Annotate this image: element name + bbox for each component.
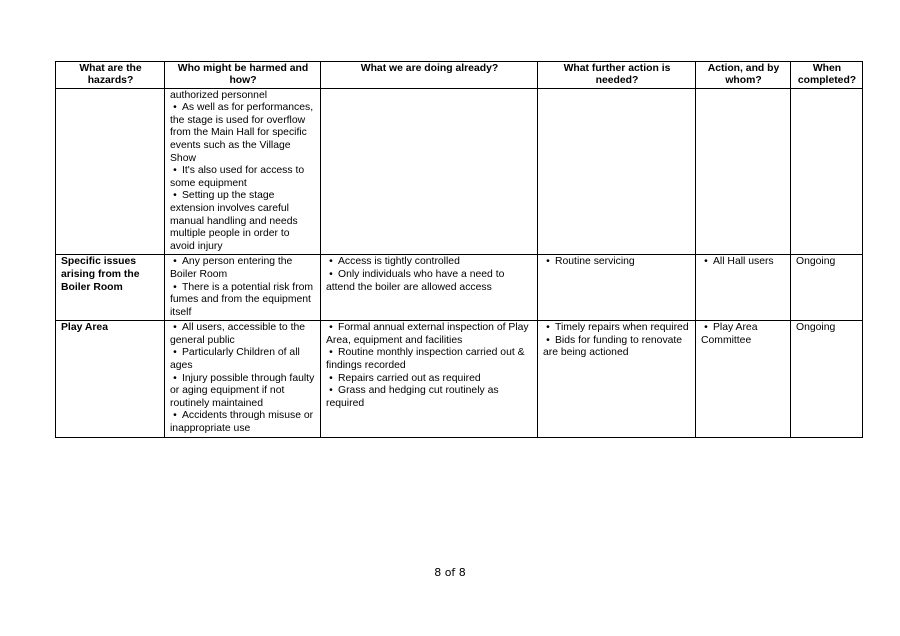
bullet-icon: • (173, 322, 177, 334)
list-item-text: As well as for performances, the stage is used for overflow from the Main Hall for specific events such as the Village Show (170, 102, 314, 164)
header-who-harmed: Who might be harmed and how? (165, 62, 321, 89)
further-list (543, 322, 691, 360)
list-item-text: Accidents through misuse or inappropriate use (170, 410, 314, 435)
doing-cell (321, 88, 538, 255)
bullet-icon: • (329, 372, 333, 384)
harmed-list (170, 322, 316, 435)
harmed-list (170, 256, 316, 319)
list-item-text: Routine servicing (555, 256, 635, 268)
list-item-text: There is a potential risk from fumes and from the equipment itself (170, 281, 314, 318)
page-number: 8 of 8 (434, 566, 466, 579)
list-item-text: Grass and hedging cut routinely as required (326, 385, 499, 409)
list-item-text: Injury possible through faulty or aging equipment if not routinely maintained (170, 372, 315, 409)
bullet-icon: • (173, 102, 177, 114)
action-cell (696, 321, 791, 437)
list-item-text: Timely repairs when required (555, 322, 689, 334)
list-item-text: All users, accessible to the general public (170, 322, 306, 346)
list-item (170, 190, 316, 253)
list-item (543, 335, 691, 360)
list-item-text: Particularly Children of all ages (170, 347, 300, 372)
header-when-completed: When completed? (791, 62, 863, 89)
header-further-action: What further action is needed? (538, 62, 696, 89)
list-item (326, 385, 533, 410)
bullet-icon: • (329, 385, 333, 397)
harmed-cell (165, 321, 321, 437)
bullet-icon: • (329, 322, 333, 334)
harmed-list (170, 102, 316, 253)
header-action-by-whom: Action, and by whom? (696, 62, 791, 89)
list-item (701, 322, 786, 347)
list-item (326, 322, 533, 347)
list-item-text: Only individuals who have a need to attend the boiler are allowed access (326, 268, 505, 293)
list-item-text: Setting up the stage extension involves careful manual handling and needs multiple people in order to avoid injury (170, 190, 298, 252)
list-item (170, 102, 316, 165)
list-item (326, 373, 533, 386)
list-item (170, 256, 316, 281)
list-item (543, 256, 691, 269)
bullet-icon: • (546, 256, 550, 268)
bullet-icon: • (329, 347, 333, 359)
bullet-icon: • (173, 410, 177, 422)
doing-list (326, 256, 533, 294)
list-item (326, 256, 533, 269)
list-item-text: It's also used for access to some equipment (170, 165, 305, 189)
list-item-text: Formal annual external inspection of Play Area, equipment and facilities (326, 322, 529, 346)
bullet-icon: • (704, 322, 708, 334)
bullet-icon: • (704, 256, 708, 268)
table-header-row (56, 62, 863, 89)
when-cell: Ongoing (791, 255, 863, 321)
list-item-text: Routine monthly inspection carried out & findings recorded (326, 347, 525, 372)
further-cell (538, 321, 696, 437)
action-cell (696, 88, 791, 255)
action-list (701, 322, 786, 347)
bullet-icon: • (173, 372, 177, 384)
table-row (56, 321, 863, 437)
list-item (170, 410, 316, 435)
action-cell (696, 255, 791, 321)
list-item-text: Play Area Committee (701, 322, 758, 346)
list-item-text: Access is tightly controlled (338, 256, 460, 268)
bullet-icon: • (329, 268, 333, 280)
doing-cell (321, 255, 538, 321)
list-item (170, 347, 316, 372)
list-item (170, 165, 316, 190)
bullet-icon: • (173, 190, 177, 202)
list-item (170, 282, 316, 320)
list-item (326, 347, 533, 372)
when-cell: Ongoing (791, 321, 863, 437)
header-hazards: What are the hazards? (56, 62, 165, 89)
list-item (701, 256, 786, 269)
further-cell (538, 255, 696, 321)
bullet-icon: • (173, 165, 177, 177)
bullet-icon: • (173, 256, 177, 268)
hazard-cell: Play Area (56, 321, 165, 437)
header-doing-already: What we are doing already? (321, 62, 538, 89)
harmed-continued-text: authorized personnel (170, 89, 268, 101)
harmed-cell (165, 88, 321, 255)
list-item (543, 322, 691, 335)
when-cell (791, 88, 863, 255)
bullet-icon: • (546, 322, 550, 334)
list-item (326, 269, 533, 294)
hazard-cell: Specific issues arising from the Boiler Room (56, 255, 165, 321)
list-item-text: Bids for funding to renovate are being actioned (543, 334, 683, 359)
further-list (543, 256, 691, 269)
bullet-icon: • (173, 347, 177, 359)
list-item (170, 322, 316, 347)
bullet-icon: • (329, 256, 333, 268)
bullet-icon: • (546, 334, 550, 346)
doing-cell (321, 321, 538, 437)
further-cell (538, 88, 696, 255)
harmed-cell (165, 255, 321, 321)
action-list (701, 256, 786, 269)
hazard-cell (56, 88, 165, 255)
risk-assessment-table (55, 61, 863, 438)
list-item-text: All Hall users (713, 256, 774, 268)
list-item-text: Repairs carried out as required (338, 372, 481, 384)
bullet-icon: • (173, 281, 177, 293)
doing-list (326, 322, 533, 410)
list-item (170, 373, 316, 411)
table-row (56, 255, 863, 321)
list-item-text: Any person entering the Boiler Room (170, 256, 293, 280)
table-row (56, 88, 863, 255)
